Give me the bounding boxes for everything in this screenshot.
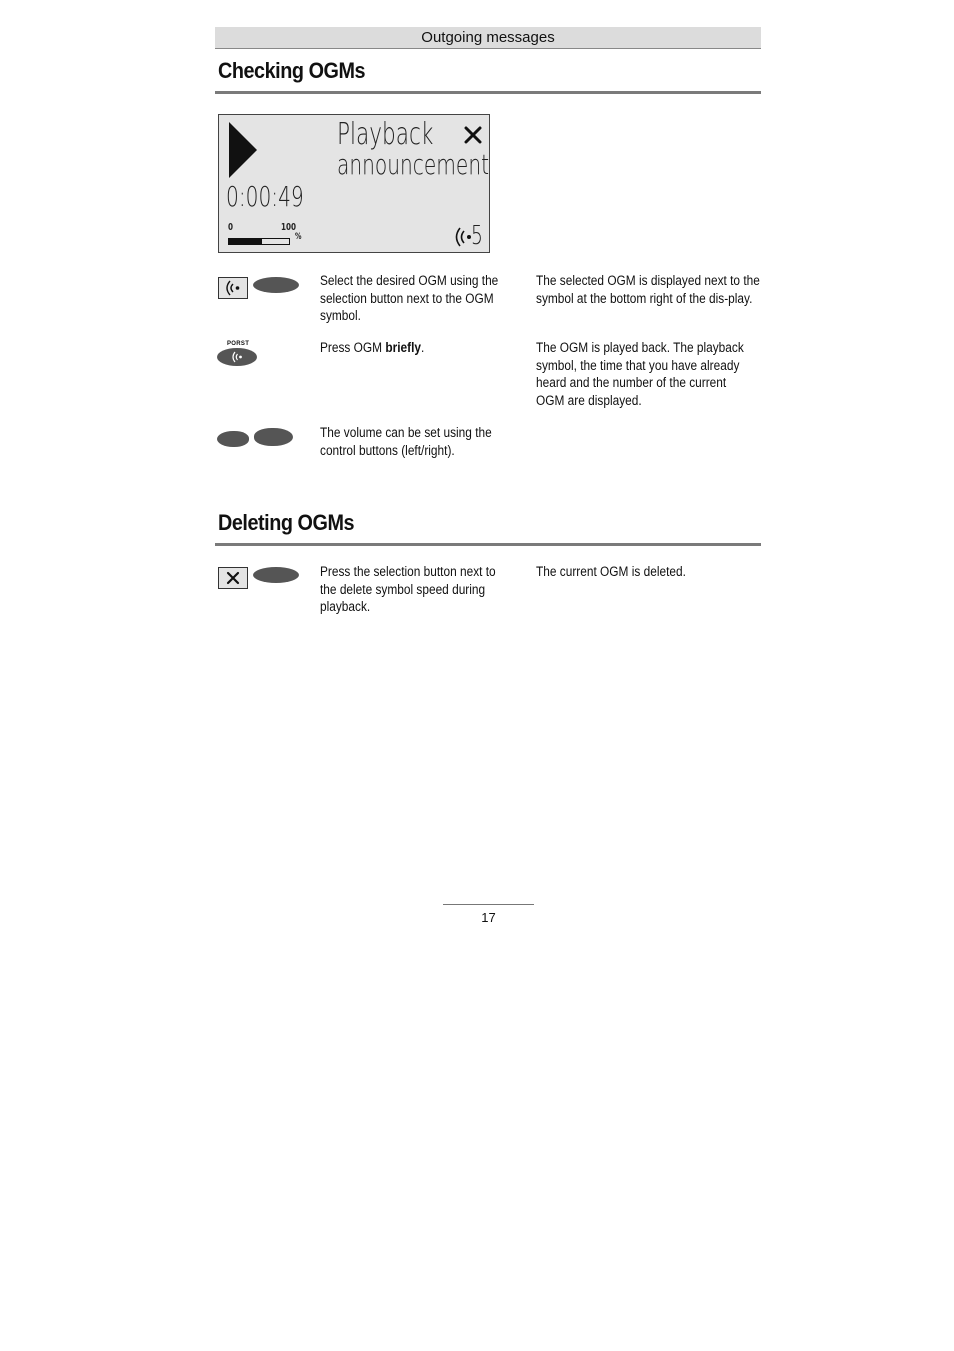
- ogm-symbol-icon: [230, 351, 244, 363]
- volume-scale-max: 100: [281, 222, 297, 233]
- ogm-key-label: PORST: [227, 341, 250, 347]
- close-icon: [463, 125, 483, 145]
- footer-rule: [443, 904, 534, 905]
- volume-scale-unit: %: [295, 232, 302, 242]
- play-icon: [227, 120, 259, 180]
- delete-action: Press the selection button next to the delete symbol speed during playback.: [320, 564, 496, 614]
- section-title-deleting: Deleting OGMs: [218, 510, 355, 535]
- row2-action-bold: briefly: [385, 340, 422, 355]
- ogm-selection-key[interactable]: [218, 277, 248, 299]
- row2-action-post: .: [421, 340, 425, 355]
- volume-right-button[interactable]: [254, 428, 293, 446]
- section-title-checking: Checking OGMs: [218, 58, 366, 83]
- row3-action: The volume can be set using the control buttons (left/right).: [320, 425, 492, 458]
- ogm-number: 5: [471, 221, 483, 251]
- volume-bar-fill: [229, 239, 262, 244]
- selection-button[interactable]: [253, 277, 299, 293]
- page-header: Outgoing messages: [215, 27, 761, 49]
- ogm-symbol-icon: [223, 279, 243, 297]
- lcd-time: 0:00:49: [226, 180, 304, 213]
- row1-action: Select the desired OGM using the selection button next to the OGM symbol.: [320, 273, 499, 323]
- delete-key[interactable]: [218, 567, 248, 589]
- page-number: 17: [481, 910, 496, 925]
- lcd-line2: announcement: [337, 148, 490, 181]
- lcd-line1: Playback: [337, 117, 434, 152]
- section-rule: [215, 543, 761, 546]
- row2-action-pre: Press OGM: [320, 340, 386, 355]
- close-icon: [225, 570, 241, 586]
- volume-bar: [228, 238, 290, 245]
- selection-button[interactable]: [253, 567, 299, 583]
- ogm-button[interactable]: [217, 348, 257, 366]
- lcd-display: [218, 114, 490, 253]
- volume-scale-min: 0: [228, 222, 234, 233]
- volume-left-button[interactable]: [217, 431, 249, 447]
- section-rule: [215, 91, 761, 94]
- row2-action: [320, 339, 505, 357]
- delete-result: The current OGM is deleted.: [536, 564, 686, 579]
- row2-result: The OGM is played back. The playback symbol, the time that you have already heard and the number of the current OGM are displayed.: [536, 340, 744, 408]
- row1-result: The selected OGM is displayed next to the symbol at the bottom right of the dis-play.: [536, 273, 760, 306]
